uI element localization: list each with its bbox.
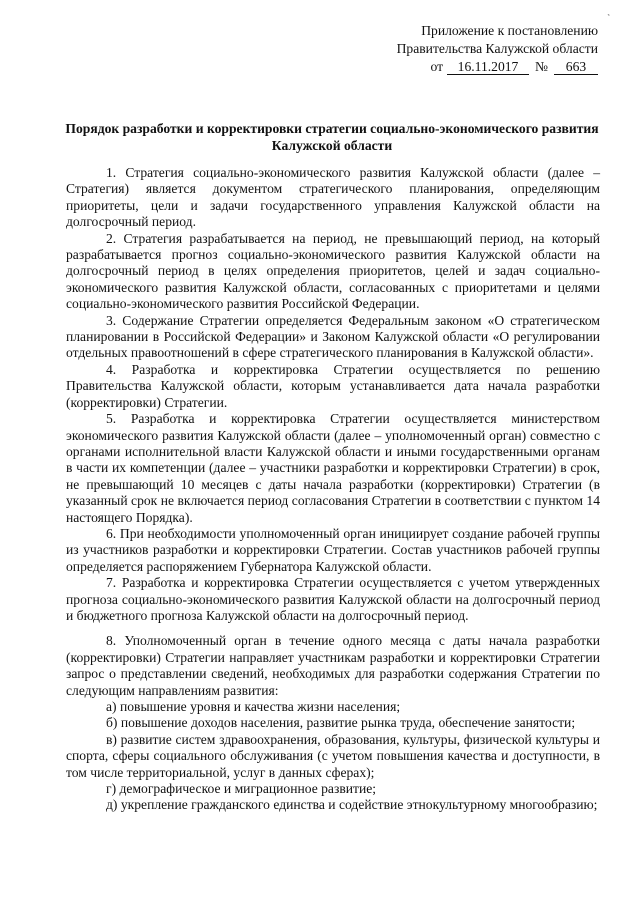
header-line-1: Приложение к постановлению bbox=[421, 23, 598, 38]
number-label: № bbox=[535, 59, 548, 74]
document-number: 663 bbox=[554, 60, 598, 75]
paragraph-6: 6. При необходимости уполномоченный орган инициирует создание рабочей группы из участников разработки и корректировки Стратегии. Состав участников рабочей группы определяется распоряжением Губернатора Калужской области. bbox=[66, 525, 600, 574]
document-body bbox=[66, 165, 600, 814]
list-item-b: б) повышение доходов населения, развитие рынка труда, обеспечение занятости; bbox=[106, 715, 576, 731]
header-line-2: Правительства Калужской области bbox=[396, 41, 598, 56]
list-item-v: в) развитие систем здравоохранения, образования, культуры, физической культуры и спорта, сферы социального обслуживания (с учетом повышения качества и доступности, в том числе территориальной, услуг в данных сферах); bbox=[66, 731, 600, 780]
document-date: 16.11.2017 bbox=[447, 60, 529, 75]
list-item-a: а) повышение уровня и качества жизни населения; bbox=[106, 699, 401, 714]
document-header bbox=[397, 22, 598, 76]
from-label: от bbox=[430, 59, 444, 74]
paragraph-8: 8. Уполномоченный орган в течение одного месяца с даты начала разработки (корректировки) Стратегии направляет участникам разработки и корректировки Стратегии запрос о представлении сведений, необходимых для разработки содержания Стратегии по следующим направлениям развития: bbox=[66, 633, 600, 698]
paragraph-2: 2. Стратегия разрабатывается на период, не превышающий период, на который разрабатывается прогноз социально-экономического развития Калужской области на долгосрочный период в целях определения приоритетов, целей и задач социально-экономического развития Калужской области, согласованных с приоритетами и целями социально-экономического развития Российской Федерации. bbox=[66, 230, 600, 312]
paragraph-7: 7. Разработка и корректировка Стратегии осуществляется с учетом утвержденных прогноза социально-экономического развития Калужской области на долгосрочный период и бюджетного прогноза Калужской области на долгосрочный период. bbox=[66, 575, 600, 623]
document-title: Порядок разработки и корректировки стратегии социально-экономического развития Калужской области bbox=[65, 121, 599, 153]
paragraph-1: 1. Стратегия социально-экономического развития Калужской области (далее – Стратегия) является документом стратегического планирования, определяющим приоритеты, цели и задачи государственного управления Калужской области на долгосрочный период. bbox=[66, 165, 600, 230]
paragraph-5: 5. Разработка и корректировка Стратегии осуществляется министерством экономического развития Калужской области (далее – уполномоченный орган) совместно с органами исполнительной власти Калужской области и иными государственными органам в части их компетенции (далее – участники разработки и корректировки Стратегии) в срок, не превышающий 10 месяцев с даты начала разработки (корректировки) Стратегии (в указанный срок не включается период согласования Стратегии в соответствии с пунктом 14 настоящего Порядка). bbox=[66, 411, 600, 525]
header-line-3 bbox=[397, 58, 598, 76]
paragraph-3: 3. Содержание Стратегии определяется Федеральным законом «О стратегическом планировании в Российской Федерации» и Законом Калужской области «О регулировании отдельных правоотношений в сфере стратегического планирования в Калужской области». bbox=[66, 312, 600, 361]
paragraph-4: 4. Разработка и корректировка Стратегии осуществляется по решению Правительства Калужской области, которым устанавливается дата начала разработки (корректировки) Стратегии. bbox=[66, 361, 600, 410]
corner-mark: ˺ bbox=[607, 13, 610, 23]
list-item-g: г) демографическое и миграционное развитие; bbox=[106, 781, 377, 797]
list-item-d: д) укрепление гражданского единства и содействие этнокультурному многообразию; bbox=[106, 797, 598, 813]
